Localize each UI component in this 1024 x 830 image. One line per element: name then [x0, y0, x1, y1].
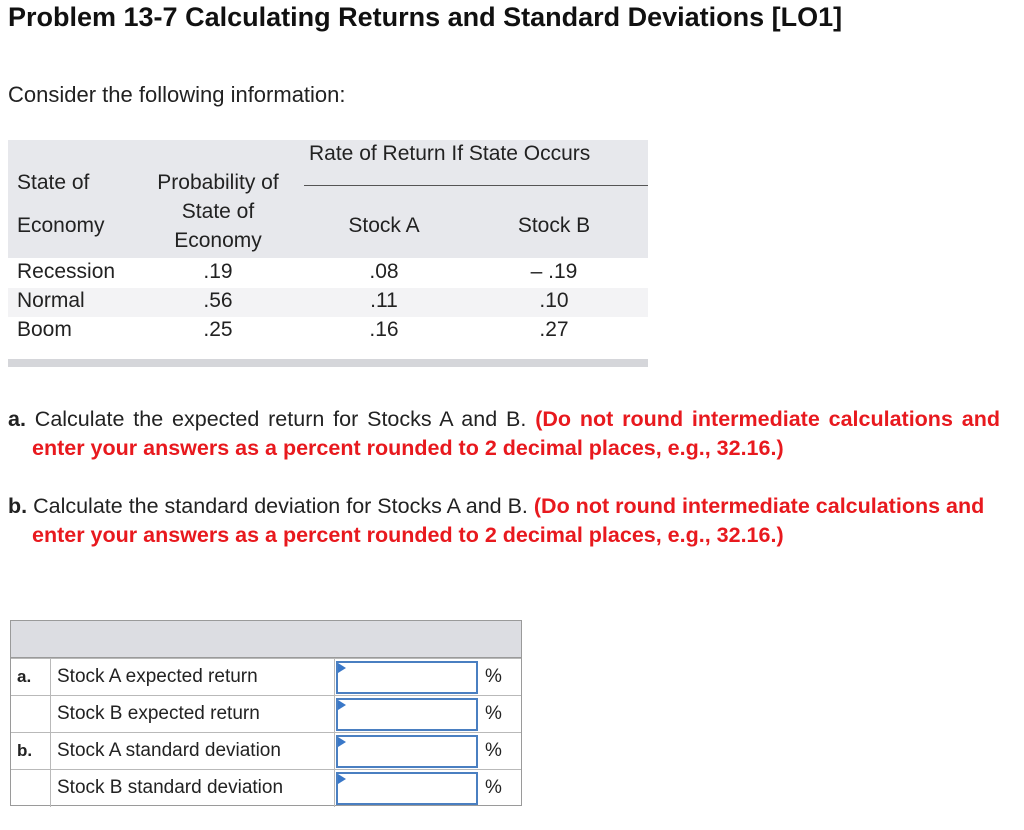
- header-probability-line3: Economy: [174, 229, 262, 252]
- instruction-a-text: Calculate the expected return for Stocks A and B.: [34, 407, 527, 431]
- cell-stock-b: – .19: [530, 260, 578, 283]
- answer-row: [11, 769, 521, 807]
- instruction-a-note: (Do not round intermediate calculations and enter your answers as a percent rounded to 2 decimal places, e.g., 32.16.): [32, 407, 1000, 460]
- answer-row-letter: b.: [17, 741, 33, 760]
- group-header-rule: [304, 185, 648, 186]
- answer-row-label: Stock A standard deviation: [57, 740, 281, 761]
- answer-table-header: [11, 621, 521, 658]
- cell-probability: .25: [203, 318, 233, 341]
- instruction-b: [8, 492, 1000, 550]
- input-flag-icon: [338, 737, 346, 747]
- stock-b-expected-return-input[interactable]: [336, 698, 478, 731]
- answer-row: [11, 695, 521, 733]
- page-title: Problem 13-7 Calculating Returns and Standard Deviations [LO1]: [8, 2, 843, 32]
- header-state-line2: Economy: [17, 214, 105, 237]
- cell-stock-a: .16: [369, 318, 399, 341]
- answer-row-label: Stock B standard deviation: [57, 777, 284, 798]
- header-stock-b: Stock B: [517, 214, 591, 237]
- answer-row: [11, 732, 521, 770]
- instruction-a: [8, 405, 1000, 463]
- percent-unit: %: [485, 666, 502, 687]
- cell-state: Boom: [17, 318, 72, 341]
- header-probability-line1: Probability of: [157, 171, 279, 194]
- input-flag-icon: [338, 774, 346, 784]
- stock-a-standard-deviation-input[interactable]: [336, 735, 478, 768]
- answer-row-label: Stock A expected return: [57, 666, 258, 687]
- info-table: [8, 140, 648, 367]
- cell-probability: .19: [203, 260, 233, 283]
- cell-state: Normal: [17, 289, 85, 312]
- header-probability-line2: State of: [181, 200, 255, 223]
- instruction-b-note: (Do not round intermediate calculations and enter your answers as a percent rounded to 2 decimal places, e.g., 32.16.): [32, 494, 985, 547]
- instruction-b-text: Calculate the standard deviation for Stocks A and B.: [33, 494, 528, 518]
- answer-row: [11, 658, 521, 696]
- instruction-a-label: a.: [8, 407, 26, 431]
- stock-b-standard-deviation-input[interactable]: [336, 772, 478, 805]
- answer-table: [10, 620, 522, 806]
- cell-stock-b: .27: [539, 318, 569, 341]
- cell-stock-a: .11: [370, 289, 398, 312]
- cell-state: Recession: [17, 260, 116, 283]
- instruction-b-label: b.: [8, 494, 28, 518]
- percent-unit: %: [485, 703, 502, 724]
- stock-a-expected-return-input[interactable]: [336, 661, 478, 694]
- header-stock-a: Stock A: [348, 214, 420, 237]
- intro-text: Consider the following information:: [8, 82, 346, 107]
- percent-unit: %: [485, 777, 502, 798]
- percent-unit: %: [485, 740, 502, 761]
- answer-row-letter: a.: [17, 667, 32, 686]
- cell-stock-a: .08: [369, 260, 399, 283]
- header-state-line1: State of: [17, 171, 90, 194]
- cell-probability: .56: [203, 289, 233, 312]
- answer-row-label: Stock B expected return: [57, 703, 260, 724]
- input-flag-icon: [338, 700, 346, 710]
- table-bottom-bar: [8, 359, 648, 367]
- input-flag-icon: [338, 663, 346, 673]
- group-header-rate-of-return: Rate of Return If State Occurs: [309, 142, 591, 165]
- cell-stock-b: .10: [539, 289, 569, 312]
